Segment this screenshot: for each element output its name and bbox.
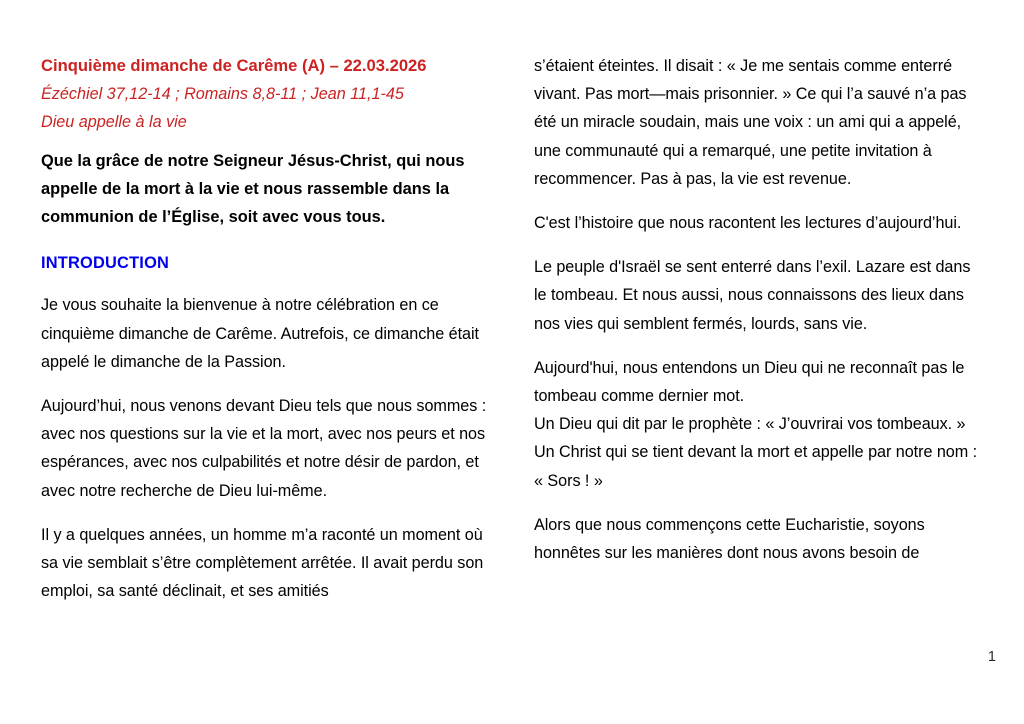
proclamation-line-2: Un Dieu qui dit par le prophète : « J’ouvrirai vos tombeaux. »	[534, 415, 966, 434]
scripture-readings: Ézéchiel 37,12-14 ; Romains 8,8-11 ; Jean 11,1-45	[41, 85, 404, 104]
left-paragraph-3: Il y a quelques années, un homme m’a raconté un moment où sa vie semblait s’être complètement arrêtée. Il avait perdu son emploi, sa santé déclinait, et ses amitiés	[41, 525, 484, 601]
section-heading-introduction: INTRODUCTION	[41, 254, 170, 273]
right-column-content	[534, 52, 984, 567]
two-column-layout	[0, 52, 1024, 652]
proclamation-line-1: Aujourd'hui, nous entendons un Dieu qui ne reconnaît pas le tombeau comme dernier mot.	[534, 358, 965, 406]
right-closing-paragraph: Alors que nous commençons cette Eucharistie, soyons honnêtes sur les manières dont nous avons besoin de	[534, 515, 925, 563]
page-number: 1	[987, 649, 996, 665]
theme-line: Dieu appelle à la vie	[41, 113, 187, 132]
right-paragraph-1: s’étaient éteintes. Il disait : « Je me sentais comme enterré vivant. Pas mort—mais prisonnier. » Ce qui l’a sauvé n’a pas été un miracle soudain, mais une voix : un ami qui a appelé, une communauté qui a remarqué, une petite invitation à recommencer. Pas à pas, la vie est revenue.	[534, 57, 967, 188]
left-column	[0, 52, 500, 605]
left-paragraph-1: Je vous souhaite la bienvenue à notre célébration en ce cinquième dimanche de Carême. Autrefois, ce dimanche était appelé le dimanche de la Passion.	[41, 296, 479, 371]
document-title: Cinquième dimanche de Carême (A) – 22.03.2026	[41, 56, 427, 75]
left-paragraph-2: Aujourd’hui, nous venons devant Dieu tels que nous sommes : avec nos questions sur la vie et la mort, avec nos peurs et nos espérances, avec nos culpabilités et notre désir de pardon, et avec notre recherche de Dieu lui-même.	[41, 397, 487, 500]
right-column	[500, 52, 1024, 567]
right-paragraph-3: Le peuple d'Israël se sent enterré dans l’exil. Lazare est dans le tombeau. Et nous aussi, nous connaissons des lieux dans nos vies qui semblent fermés, lourds, sans vie.	[534, 258, 971, 333]
liturgical-greeting: Que la grâce de notre Seigneur Jésus-Christ, qui nous appelle de la mort à la vie et nous rassemble dans la communion de l’Église, soit avec vous tous.	[41, 151, 465, 227]
proclamation-block	[534, 354, 984, 495]
left-column-content	[41, 52, 493, 605]
proclamation-line-3: Un Christ qui se tient devant la mort et appelle par notre nom : « Sors ! »	[534, 443, 978, 490]
right-paragraph-2: C'est l’histoire que nous racontent les lectures d’aujourd’hui.	[534, 214, 962, 233]
